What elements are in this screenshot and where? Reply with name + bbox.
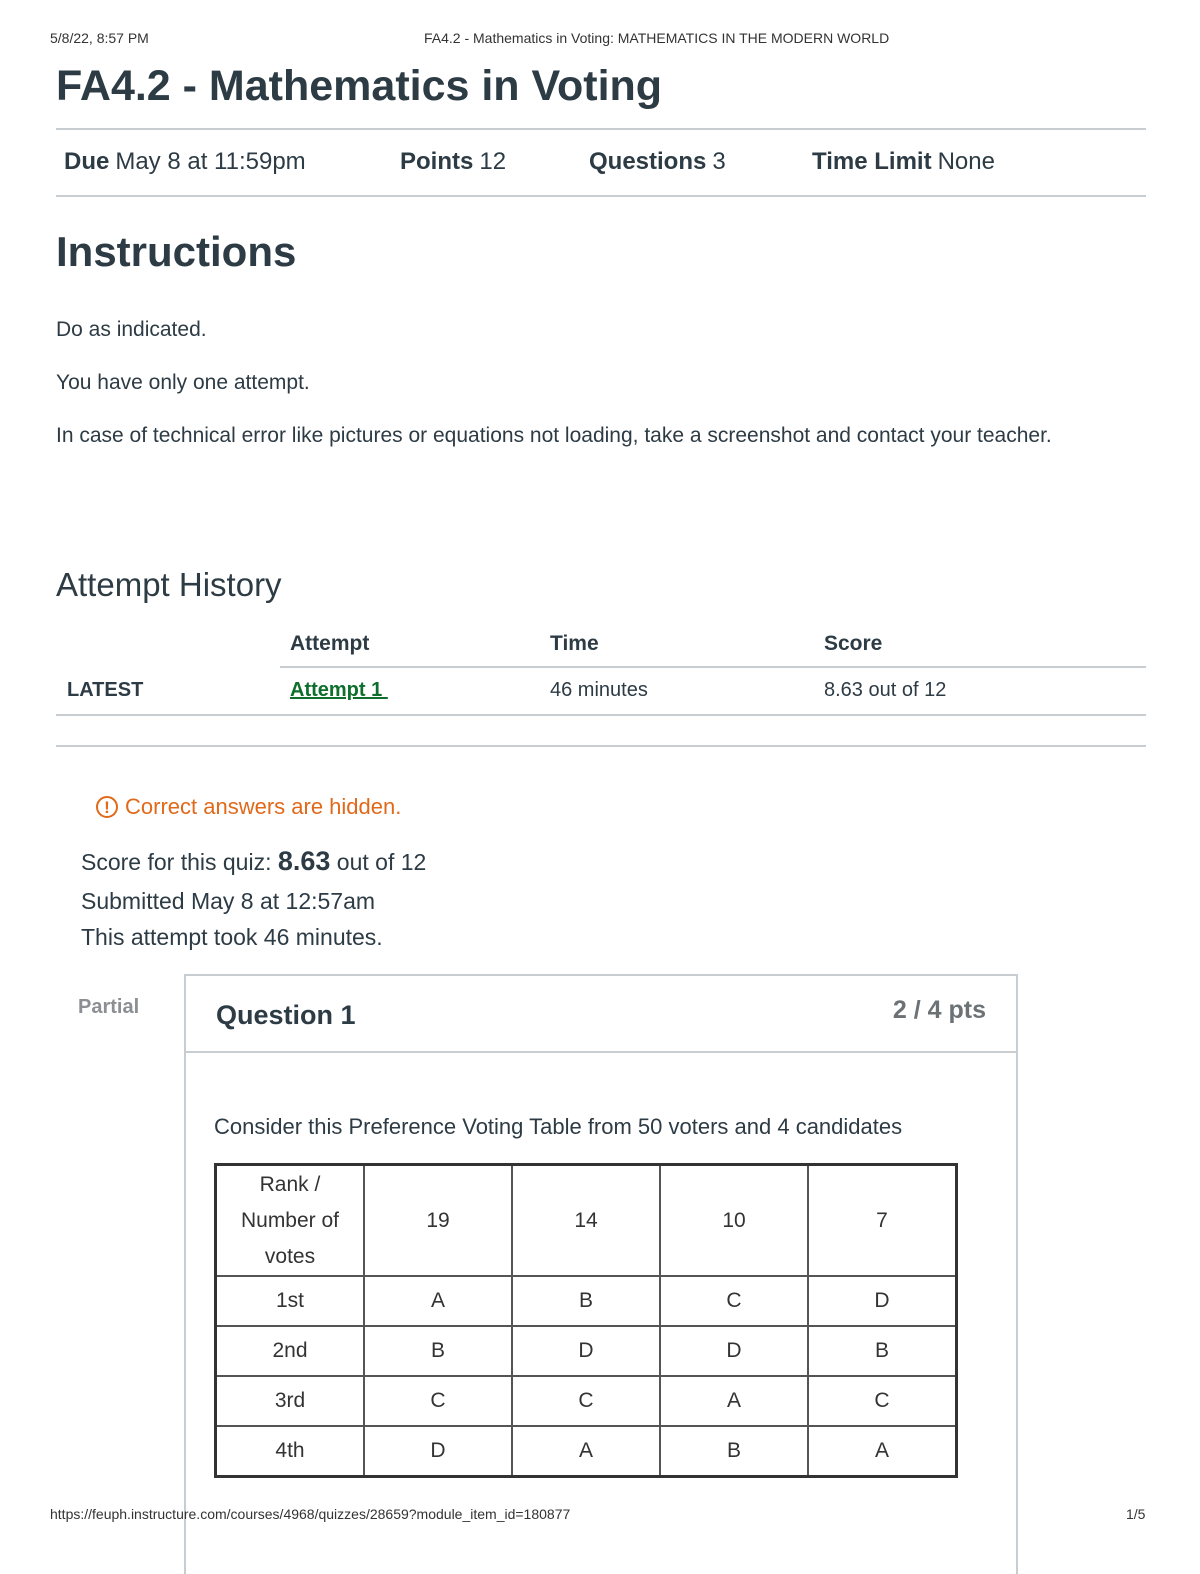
candidate-cell: C (512, 1376, 660, 1426)
print-page-title: FA4.2 - Mathematics in Voting: MATHEMATICS IN THE MODERN WORLD (424, 30, 890, 46)
instruction-line-1: Do as indicated. (56, 318, 207, 341)
column-header-time: Time (550, 632, 599, 655)
votes-cell: 7 (808, 1165, 957, 1277)
time-limit-label: Time Limit (812, 148, 932, 175)
rank-votes-header (216, 1165, 365, 1277)
divider (56, 745, 1146, 747)
candidate-cell: C (364, 1376, 512, 1426)
print-url: https://feuph.instructure.com/courses/4968/quizzes/28659?module_item_id=180877 (50, 1506, 571, 1522)
candidate-cell: B (512, 1276, 660, 1326)
due-value: May 8 at 11:59pm (115, 148, 306, 175)
candidate-cell: A (660, 1376, 808, 1426)
rank-cell: 3rd (216, 1376, 365, 1426)
score-value: 8.63 (277, 846, 331, 876)
score-suffix: out of 12 (330, 849, 427, 875)
notice-text: Correct answers are hidden. (125, 794, 402, 819)
column-header-attempt: Attempt (290, 632, 370, 655)
candidate-cell: A (808, 1426, 957, 1477)
latest-tag: LATEST (67, 679, 144, 701)
header-line: Rank / (259, 1172, 321, 1196)
table-row (216, 1326, 957, 1376)
time-limit-value: None (937, 148, 995, 175)
quiz-questions (589, 148, 726, 176)
preference-voting-table (214, 1163, 958, 1478)
questions-label: Questions (589, 148, 707, 175)
candidate-cell: D (808, 1276, 957, 1326)
candidate-cell: D (512, 1326, 660, 1376)
votes-cell: 10 (660, 1165, 808, 1277)
instruction-line-3: In case of technical error like pictures or equations not loading, take a screenshot and contact your teacher. (56, 424, 1052, 447)
table-row (216, 1426, 957, 1477)
points-value: 12 (479, 148, 507, 175)
score-prefix: Score for this quiz: (81, 849, 278, 875)
quiz-time-limit (812, 148, 995, 176)
table-row (216, 1276, 957, 1326)
hidden-answers-notice (96, 794, 401, 820)
question-1-title: Question 1 (216, 1000, 356, 1030)
candidate-cell: D (660, 1326, 808, 1376)
partial-credit-label: Partial (78, 996, 140, 1018)
points-label: Points (400, 148, 474, 175)
candidate-cell: A (364, 1276, 512, 1326)
quiz-due (64, 148, 306, 176)
instruction-line-2: You have only one attempt. (56, 371, 310, 394)
instructions-heading: Instructions (56, 228, 297, 275)
table-row (216, 1376, 957, 1426)
divider (56, 195, 1146, 197)
attempt-time: 46 minutes (550, 679, 648, 701)
candidate-cell: B (660, 1426, 808, 1477)
print-datetime: 5/8/22, 8:57 PM (50, 30, 149, 46)
candidate-cell: C (660, 1276, 808, 1326)
header-line: votes (264, 1244, 316, 1268)
candidate-cell: B (364, 1326, 512, 1376)
votes-cell: 19 (364, 1165, 512, 1277)
candidate-cell: A (512, 1426, 660, 1477)
quiz-score (81, 846, 426, 877)
candidate-cell: D (364, 1426, 512, 1477)
votes-cell: 14 (512, 1165, 660, 1277)
rank-cell: 2nd (216, 1326, 365, 1376)
header-line: Number of (240, 1208, 340, 1232)
quiz-points (400, 148, 506, 176)
submitted-time: Submitted May 8 at 12:57am (81, 888, 376, 914)
rank-cell: 4th (216, 1426, 365, 1477)
attempt-score: 8.63 out of 12 (824, 679, 947, 701)
table-header-rule (280, 666, 1146, 668)
table-row (216, 1165, 957, 1277)
attempt-duration: This attempt took 46 minutes. (81, 924, 383, 950)
rank-cell: 1st (216, 1276, 365, 1326)
question-1-text: Consider this Preference Voting Table from 50 voters and 4 candidates (214, 1114, 903, 1139)
due-label: Due (64, 148, 110, 175)
page-title: FA4.2 - Mathematics in Voting (56, 62, 663, 110)
print-page-number: 1/5 (1126, 1506, 1146, 1522)
table-row-rule (56, 714, 1146, 716)
questions-value: 3 (712, 148, 726, 175)
attempt-1-link[interactable]: Attempt 1 (290, 679, 388, 701)
candidate-cell: B (808, 1326, 957, 1376)
column-header-score: Score (824, 632, 883, 655)
attempt-history-heading: Attempt History (56, 566, 282, 603)
question-1-header (186, 976, 1016, 1053)
candidate-cell: C (808, 1376, 957, 1426)
divider (56, 128, 1146, 130)
question-1-points: 2 / 4 pts (892, 996, 986, 1024)
warning-icon: ! (96, 796, 118, 818)
